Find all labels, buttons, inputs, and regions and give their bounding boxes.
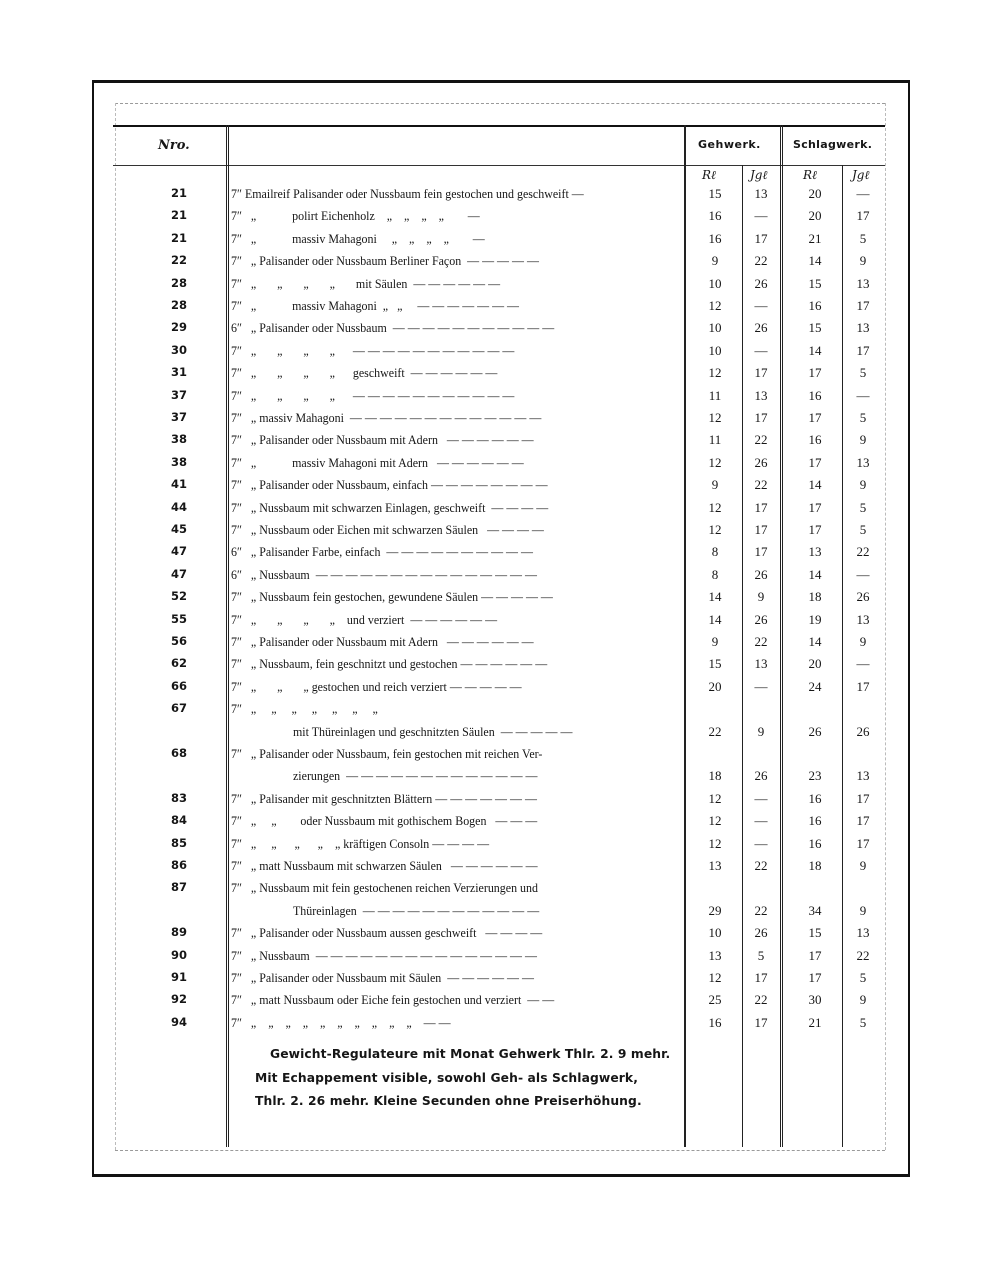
schlagwerk-silbergroschen: 5	[859, 1014, 867, 1030]
row-description: 7″ „ massiv Mahagoni mit Adern — — — — — —	[231, 454, 524, 470]
row-description: 7″ „ „ „ „ — — — — — — — — — — —	[231, 387, 515, 403]
row-description: 7″ „ Nussbaum, fein geschnitzt und gestochen — — — — — —	[231, 656, 548, 672]
row-description: 7″ „ massiv Mahagoni „ „ „ „ —	[231, 230, 485, 246]
schlagwerk-silbergroschen: —	[856, 566, 870, 582]
schlagwerk-silbergroschen: —	[856, 387, 870, 403]
row-description: 7″ „ matt Nussbaum mit schwarzen Säulen — — — — — —	[231, 858, 538, 873]
gehwerk-silbergroschen: 22	[754, 432, 768, 448]
gehwerk-thaler: 9	[711, 477, 719, 493]
schlagwerk-thaler: 16	[808, 432, 822, 448]
gehwerk-thaler: 12	[708, 790, 722, 806]
row-number: 41	[170, 477, 187, 492]
row-number: 84	[170, 813, 187, 828]
row-number: 90	[170, 947, 187, 962]
schlagwerk-thaler: 17	[808, 365, 822, 381]
gehwerk-silbergroschen: 26	[754, 611, 768, 627]
row-number: 47	[170, 544, 187, 559]
row-description: 7″ „ „ „ „ — — — — — — — — — — —	[231, 342, 515, 358]
row-description: 7″ Emailreif Palisander oder Nussbaum fein gestochen und geschweift —	[231, 186, 584, 201]
gehwerk-thaler: 12	[708, 365, 722, 381]
gehwerk-thaler: 12	[708, 970, 722, 985]
row-number: 66	[170, 678, 187, 693]
gehwerk-thaler: 10	[708, 342, 722, 358]
row-number: 56	[170, 634, 187, 648]
gehwerk-thaler: 12	[708, 298, 722, 313]
gehwerk-thaler: 15	[708, 186, 722, 201]
gehwerk-thaler: 15	[708, 656, 722, 672]
schlagwerk-silbergroschen: 26	[856, 723, 870, 739]
gehwerk-silbergroschen: 22	[754, 477, 768, 493]
row-description: 7″ „ massiv Mahagoni — — — — — — — — — — — — —	[231, 410, 542, 425]
table-row	[113, 410, 885, 432]
schlagwerk-silbergroschen: 13	[856, 925, 870, 941]
table-row	[113, 253, 885, 275]
row-description-continued: zierungen — — — — — — — — — — — — —	[293, 768, 538, 784]
row-number: 92	[170, 992, 187, 1007]
row-description-continued: mit Thüreinlagen und geschnitzten Säulen — — — — —	[293, 723, 573, 739]
gehwerk-silbergroschen: 17	[754, 499, 768, 515]
schlagwerk-thaler: 20	[808, 186, 822, 201]
row-description: 7″ „ Palisander oder Nussbaum aussen geschweift — — — —	[231, 925, 543, 941]
row-number: 28	[170, 275, 187, 290]
footnote-line-1: Gewicht-Regulateure mit Monat Gehwerk Thlr. 2. 9 mehr.	[270, 1047, 671, 1061]
table-row	[113, 880, 885, 918]
gehwerk-silbergroschen: 13	[754, 656, 768, 672]
schlagwerk-silbergroschen: 17	[856, 835, 870, 851]
gehwerk-thaler: 13	[708, 858, 722, 873]
schlagwerk-thaler: 16	[808, 298, 822, 313]
gehwerk-thaler: 22	[708, 723, 722, 739]
gehwerk-thaler: 8	[711, 566, 719, 582]
gehwerk-silbergroschen: —	[754, 835, 768, 851]
row-description: 7″ „ „ „ „ „ „ „ „ „ „ — —	[231, 1014, 451, 1030]
schlagwerk-silbergroschen: 17	[856, 790, 870, 806]
header-schlagwerk: Schlagwerk.	[793, 138, 873, 151]
gehwerk-thaler: 16	[708, 1014, 722, 1030]
schlagwerk-thaler: 19	[808, 611, 822, 627]
schlagwerk-silbergroschen: 13	[856, 454, 870, 470]
schlagwerk-silbergroschen: 9	[859, 253, 867, 269]
row-description: 7″ „ Palisander oder Nussbaum mit Adern — — — — — —	[231, 432, 534, 448]
row-number: 21	[170, 208, 187, 223]
row-number: 21	[170, 186, 187, 200]
schlagwerk-thaler: 24	[808, 678, 822, 694]
unit-thaler-gehwerk: Rℓ	[702, 168, 717, 182]
schlagwerk-thaler: 14	[808, 634, 822, 649]
schlagwerk-silbergroschen: 5	[859, 522, 867, 537]
schlagwerk-thaler: 14	[808, 253, 822, 269]
row-description: 7″ „ Palisander oder Nussbaum mit Säulen — — — — — —	[231, 970, 534, 985]
gehwerk-silbergroschen: 26	[754, 275, 768, 291]
table-row	[113, 813, 885, 835]
table-row	[113, 365, 885, 387]
schlagwerk-silbergroschen: 9	[859, 634, 867, 649]
table-row	[113, 791, 885, 813]
gehwerk-thaler: 29	[708, 902, 722, 918]
gehwerk-silbergroschen: —	[754, 678, 768, 694]
schlagwerk-silbergroschen: 5	[859, 970, 867, 985]
table-row	[113, 925, 885, 947]
gehwerk-thaler: 10	[708, 925, 722, 941]
schlagwerk-silbergroschen: 5	[859, 230, 867, 246]
schlagwerk-silbergroschen: 9	[859, 902, 867, 918]
schlagwerk-thaler: 18	[808, 858, 822, 873]
table-row	[113, 1015, 885, 1037]
row-description: 7″ „ Nussbaum mit fein gestochenen reichen Verzierungen und	[231, 880, 538, 896]
row-number: 55	[170, 611, 187, 626]
gehwerk-silbergroschen: 26	[754, 454, 768, 470]
row-description: 6″ „ Palisander Farbe, einfach — — — — — — — — — —	[231, 544, 533, 560]
gehwerk-silbergroschen: —	[754, 790, 768, 806]
table-row	[113, 992, 885, 1014]
schlagwerk-silbergroschen: —	[856, 186, 870, 201]
table-row	[113, 836, 885, 858]
table-row	[113, 679, 885, 701]
row-description: 7″ „ massiv Mahagoni „ „ — — — — — — —	[231, 298, 520, 313]
row-number: 21	[170, 230, 187, 245]
gehwerk-thaler: 9	[711, 634, 719, 649]
schlagwerk-thaler: 17	[808, 522, 822, 537]
schlagwerk-thaler: 23	[808, 768, 822, 784]
gehwerk-silbergroschen: —	[754, 208, 768, 224]
table-row	[113, 948, 885, 970]
table-row	[113, 612, 885, 634]
table-row	[113, 544, 885, 566]
row-number: 38	[170, 432, 187, 447]
gehwerk-silbergroschen: 5	[757, 947, 765, 963]
header-gehwerk: Gehwerk.	[698, 138, 761, 151]
schlagwerk-thaler: 16	[808, 813, 822, 829]
row-number: 47	[170, 566, 187, 581]
row-description: 7″ „ Palisander oder Nussbaum, fein gestochen mit reichen Ver-	[231, 746, 543, 761]
gehwerk-silbergroschen: 26	[754, 768, 768, 784]
schlagwerk-thaler: 13	[808, 544, 822, 560]
row-description: 7″ „ „ „ gestochen und reich verziert — — — — —	[231, 678, 522, 694]
gehwerk-thaler: 14	[708, 611, 722, 627]
schlagwerk-thaler: 20	[808, 208, 822, 224]
row-number: 29	[170, 320, 187, 335]
schlagwerk-silbergroschen: 13	[856, 768, 870, 784]
gehwerk-thaler: 12	[708, 835, 722, 851]
gehwerk-silbergroschen: 22	[754, 858, 768, 873]
gehwerk-thaler: 12	[708, 499, 722, 515]
row-description: 7″ „ „ oder Nussbaum mit gothischem Bogen — — —	[231, 813, 538, 829]
gehwerk-thaler: 18	[708, 768, 722, 784]
table-row	[113, 656, 885, 678]
schlagwerk-silbergroschen: 9	[859, 432, 867, 448]
schlagwerk-silbergroschen: 9	[859, 858, 867, 873]
gehwerk-silbergroschen: 17	[754, 410, 768, 425]
schlagwerk-thaler: 14	[808, 477, 822, 493]
gehwerk-thaler: 12	[708, 410, 722, 425]
schlagwerk-silbergroschen: 22	[856, 947, 870, 963]
schlagwerk-silbergroschen: 17	[856, 298, 870, 313]
schlagwerk-thaler: 17	[808, 410, 822, 425]
footnote-line-2: Mit Echappement visible, sowohl Geh- als Schlagwerk,	[255, 1071, 638, 1085]
gehwerk-thaler: 13	[708, 947, 722, 963]
schlagwerk-thaler: 17	[808, 970, 822, 985]
gehwerk-thaler: 10	[708, 275, 722, 291]
row-description: 7″ „ polirt Eichenholz „ „ „ „ —	[231, 208, 480, 224]
row-description: 7″ „ „ „ „ und verziert — — — — — —	[231, 611, 498, 627]
schlagwerk-silbergroschen: 13	[856, 611, 870, 627]
schlagwerk-silbergroschen: 17	[856, 813, 870, 829]
gehwerk-silbergroschen: 13	[754, 387, 768, 403]
table-row	[113, 276, 885, 298]
row-number: 67	[170, 701, 187, 716]
row-number: 85	[170, 835, 187, 850]
schlagwerk-thaler: 26	[808, 723, 822, 739]
decorative-border-top	[115, 103, 885, 104]
row-number: 28	[170, 298, 187, 312]
gehwerk-silbergroschen: 22	[754, 992, 768, 1008]
row-description: 7″ „ Palisander oder Nussbaum, einfach — — — — — — — —	[231, 477, 548, 493]
row-number: 44	[170, 499, 187, 514]
row-number: 94	[170, 1014, 187, 1029]
schlagwerk-thaler: 20	[808, 656, 822, 672]
row-description-continued: Thüreinlagen — — — — — — — — — — — —	[293, 902, 540, 918]
row-description: 7″ „ matt Nussbaum oder Eiche fein gestochen und verziert — —	[231, 992, 555, 1008]
schlagwerk-thaler: 17	[808, 499, 822, 515]
row-number: 86	[170, 858, 187, 872]
gehwerk-silbergroschen: 17	[754, 544, 768, 560]
row-description: 7″ „ Nussbaum fein gestochen, gewundene Säulen — — — — —	[231, 589, 553, 605]
table-row	[113, 343, 885, 365]
schlagwerk-silbergroschen: 22	[856, 544, 870, 560]
row-description: 6″ „ Palisander oder Nussbaum — — — — — — — — — — —	[231, 320, 555, 336]
gehwerk-thaler: 8	[711, 544, 719, 560]
schlagwerk-thaler: 34	[808, 902, 822, 918]
decorative-border-right	[885, 103, 886, 1150]
row-description: 7″ „ „ „ „ „ kräftigen Consoln — — — —	[231, 835, 490, 851]
schlagwerk-silbergroschen: 17	[856, 342, 870, 358]
gehwerk-thaler: 25	[708, 992, 722, 1008]
schlagwerk-silbergroschen: 9	[859, 477, 867, 493]
row-description: 7″ „ Nussbaum oder Eichen mit schwarzen Säulen — — — —	[231, 522, 544, 537]
row-number: 31	[170, 365, 187, 380]
table-row	[113, 477, 885, 499]
table-row	[113, 701, 885, 739]
table-row	[113, 455, 885, 477]
gehwerk-thaler: 14	[708, 589, 722, 605]
table-row	[113, 388, 885, 410]
schlagwerk-thaler: 30	[808, 992, 822, 1008]
schlagwerk-silbergroschen: 5	[859, 499, 867, 515]
gehwerk-thaler: 12	[708, 454, 722, 470]
schlagwerk-silbergroschen: 17	[856, 208, 870, 224]
gehwerk-silbergroschen: 17	[754, 970, 768, 985]
schlagwerk-silbergroschen: 5	[859, 410, 867, 425]
row-number: 52	[170, 589, 187, 604]
gehwerk-silbergroschen: 9	[757, 589, 765, 605]
row-number: 37	[170, 387, 187, 402]
row-description: 7″ „ Nussbaum mit schwarzen Einlagen, geschweift — — — —	[231, 499, 549, 515]
row-number: 38	[170, 454, 187, 469]
gehwerk-silbergroschen: —	[754, 298, 768, 313]
schlagwerk-silbergroschen: 17	[856, 678, 870, 694]
schlagwerk-thaler: 17	[808, 947, 822, 963]
row-number: 87	[170, 880, 187, 895]
gehwerk-silbergroschen: 26	[754, 925, 768, 941]
schlagwerk-thaler: 16	[808, 387, 822, 403]
gehwerk-thaler: 10	[708, 320, 722, 336]
gehwerk-thaler: 9	[711, 253, 719, 269]
schlagwerk-thaler: 15	[808, 320, 822, 336]
gehwerk-thaler: 16	[708, 230, 722, 246]
table-row	[113, 231, 885, 253]
row-number: 22	[170, 253, 187, 268]
table-row	[113, 589, 885, 611]
row-description: 7″ „ „ „ „ geschweift — — — — — —	[231, 365, 498, 381]
table-row	[113, 432, 885, 454]
schlagwerk-silbergroschen: 26	[856, 589, 870, 605]
schlagwerk-silbergroschen: 5	[859, 365, 867, 381]
gehwerk-silbergroschen: —	[754, 342, 768, 358]
gehwerk-silbergroschen: 22	[754, 253, 768, 269]
gehwerk-silbergroschen: 17	[754, 1014, 768, 1030]
table-row	[113, 567, 885, 589]
row-description: 7″ „ Palisander mit geschnitzten Blättern — — — — — — —	[231, 790, 537, 806]
gehwerk-silbergroschen: 26	[754, 320, 768, 336]
footnote-line-3: Thlr. 2. 26 mehr. Kleine Secunden ohne Preiserhöhung.	[255, 1094, 642, 1108]
gehwerk-silbergroschen: 17	[754, 230, 768, 246]
gehwerk-silbergroschen: —	[754, 813, 768, 829]
gehwerk-silbergroschen: 17	[754, 522, 768, 537]
schlagwerk-thaler: 15	[808, 925, 822, 941]
gehwerk-silbergroschen: 9	[757, 723, 765, 739]
row-description: 7″ „ „ „ „ mit Säulen — — — — — —	[231, 275, 501, 291]
unit-silbergroschen-schlagwerk: Jgℓ	[852, 168, 870, 182]
schlagwerk-thaler: 15	[808, 275, 822, 291]
row-number: 62	[170, 656, 187, 671]
schlagwerk-thaler: 21	[808, 1014, 822, 1030]
gehwerk-thaler: 11	[708, 432, 722, 448]
row-number: 30	[170, 342, 187, 357]
table-row	[113, 320, 885, 342]
table-row	[113, 298, 885, 320]
gehwerk-silbergroschen: 26	[754, 566, 768, 582]
gehwerk-thaler: 11	[708, 387, 722, 403]
row-number: 37	[170, 410, 187, 424]
schlagwerk-thaler: 14	[808, 342, 822, 358]
row-description: 7″ „ Nussbaum — — — — — — — — — — — — — — —	[231, 947, 537, 963]
schlagwerk-thaler: 14	[808, 566, 822, 582]
row-number: 83	[170, 790, 187, 805]
gehwerk-silbergroschen: 22	[754, 902, 768, 918]
schlagwerk-thaler: 17	[808, 454, 822, 470]
row-number: 45	[170, 522, 187, 536]
schlagwerk-silbergroschen: 13	[856, 275, 870, 291]
row-number: 89	[170, 925, 187, 940]
table-row	[113, 858, 885, 880]
unit-thaler-schlagwerk: Rℓ	[803, 168, 818, 182]
schlagwerk-thaler: 16	[808, 835, 822, 851]
gehwerk-silbergroschen: 22	[754, 634, 768, 649]
row-description: 7″ „ „ „ „ „ „ „	[231, 701, 378, 717]
row-description: 6″ „ Nussbaum — — — — — — — — — — — — — — —	[231, 566, 537, 582]
schlagwerk-silbergroschen: 13	[856, 320, 870, 336]
unit-silbergroschen-gehwerk: Jgℓ	[750, 168, 768, 182]
table-row	[113, 500, 885, 522]
schlagwerk-thaler: 16	[808, 790, 822, 806]
header-nro: Nro.	[158, 138, 190, 153]
table-row	[113, 970, 885, 992]
table-row	[113, 746, 885, 784]
table-row	[113, 208, 885, 230]
row-number: 91	[170, 970, 187, 984]
schlagwerk-silbergroschen: —	[856, 656, 870, 672]
gehwerk-thaler: 20	[708, 678, 722, 694]
decorative-border-bottom	[115, 1150, 885, 1151]
table-row	[113, 522, 885, 544]
row-description: 7″ „ Palisander oder Nussbaum mit Adern — — — — — —	[231, 634, 534, 649]
gehwerk-thaler: 16	[708, 208, 722, 224]
gehwerk-silbergroschen: 17	[754, 365, 768, 381]
schlagwerk-thaler: 18	[808, 589, 822, 605]
table-row	[113, 186, 885, 208]
row-number: 68	[170, 746, 187, 760]
gehwerk-silbergroschen: 13	[754, 186, 768, 201]
schlagwerk-silbergroschen: 9	[859, 992, 867, 1008]
gehwerk-thaler: 12	[708, 522, 722, 537]
schlagwerk-thaler: 21	[808, 230, 822, 246]
table-row	[113, 634, 885, 656]
row-description: 7″ „ Palisander oder Nussbaum Berliner Façon — — — — —	[231, 253, 539, 269]
gehwerk-thaler: 12	[708, 813, 722, 829]
